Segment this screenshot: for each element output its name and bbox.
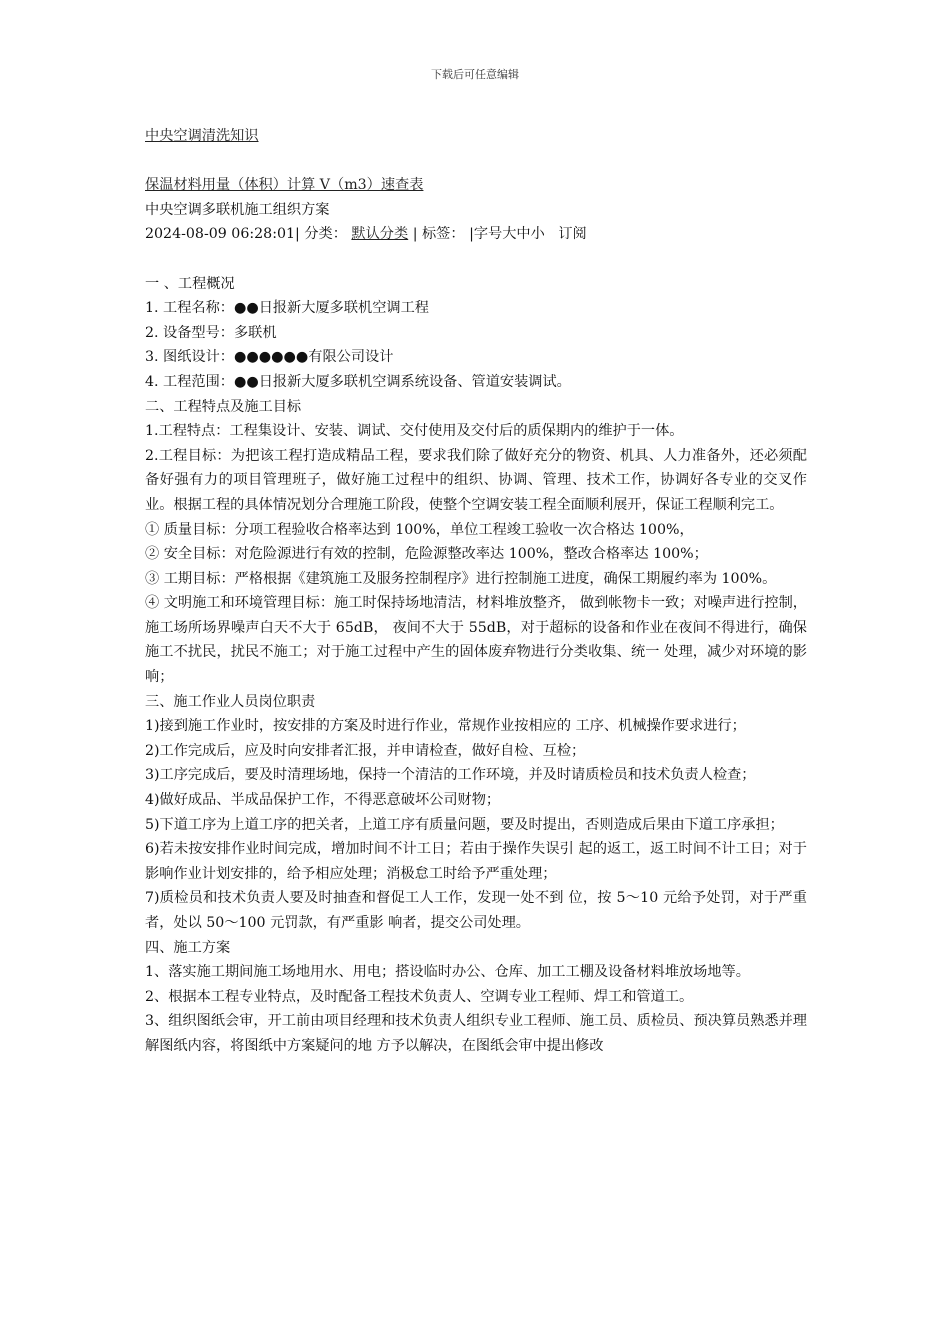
meta-tags: | 标签： bbox=[412, 226, 465, 243]
link-insulation-table[interactable]: 保温材料用量（体积）计算 V（m3）速查表 bbox=[145, 177, 424, 194]
document-body bbox=[145, 124, 807, 1059]
category-link[interactable]: 默认分类 bbox=[351, 226, 409, 243]
paragraph: 4. 工程范围：●●日报新大厦多联机空调系统设备、管道安装调试。 bbox=[145, 373, 571, 390]
paragraph: 3)工序完成后，要及时清理场地，保持一个清洁的工作环境，并及时请质检员和技术负责人检查； bbox=[145, 767, 756, 784]
paragraph: 6)若未按安排作业时间完成，增加时间不计工日；若由于操作失误引 起的返工，返工时间不计工日；对于影响作业计划安排的，给予相应处理；消极怠工时给予严重处理； bbox=[145, 841, 807, 882]
meta-category-label: 分类： bbox=[304, 226, 347, 243]
paragraph: 2. 设备型号：多联机 bbox=[145, 324, 277, 341]
paragraph: ① 质量目标：分项工程验收合格率达到 100%，单位工程竣工验收一次合格达 100%， bbox=[145, 521, 694, 538]
paragraph: 5)下道工序为上道工序的把关者，上道工序有质量问题，要及时提出，否则造成后果由下道工序承担； bbox=[145, 816, 784, 833]
section-heading: 三、施工作业人员岗位职责 bbox=[145, 693, 316, 710]
section-heading: 一 、工程概况 bbox=[145, 275, 235, 292]
paragraph: 1)接到施工作业时，按安排的方案及时进行作业，常规作业按相应的 工序、机械操作要求进行； bbox=[145, 718, 746, 735]
paragraph: 1、落实施工期间施工场地用水、用电；搭设临时办公、仓库、加工工棚及设备材料堆放场地等。 bbox=[145, 964, 750, 981]
paragraph: 3. 图纸设计：●●●●●●有限公司设计 bbox=[145, 349, 394, 366]
section-heading: 四、施工方案 bbox=[145, 939, 231, 956]
section-heading: 二、工程特点及施工目标 bbox=[145, 398, 302, 415]
paragraph: ④ 文明施工和环境管理目标：施工时保持场地清洁，材料堆放整齐， 做到帐物卡一致；对噪声进行控制，施工场所场界噪声白天不大于 65dB， 夜间不大于 55dB，对于超标的设备和作业在夜间不得进行，确保施工不扰民，扰民不施工；对于施工过程中产生的固体废弃物进行分类收集、统一 处理，减少对环境的影响； bbox=[145, 595, 807, 686]
paragraph: 2、根据本工程专业特点，及时配备工程技术负责人、空调专业工程师、焊工和管道工。 bbox=[145, 988, 694, 1005]
paragraph: 7)质检员和技术负责人要及时抽查和督促工人工作，发现一处不到 位，按 5～10 元给予处罚，对于严重者，处以 50～100 元罚款，有严重影 响者，提交公司处理。 bbox=[145, 890, 807, 931]
paragraph: 2)工作完成后，应及时向安排者汇报，并申请检查，做好自检、互检； bbox=[145, 742, 586, 759]
link-ac-cleaning[interactable]: 中央空调清洗知识 bbox=[145, 128, 259, 144]
spacer bbox=[145, 149, 807, 174]
meta-line bbox=[145, 222, 807, 247]
subscribe-link[interactable]: 订阅 bbox=[558, 226, 587, 243]
paragraph: 1. 工程名称：●●日报新大厦多联机空调工程 bbox=[145, 300, 429, 317]
paragraph: 2.工程目标：为把该工程打造成精品工程，要求我们除了做好充分的物资、机具、人力准备外，还必须配备好强有力的项目管理班子，做好施工过程中的组织、协调、管理、技术工作，协调好各专业的交叉作业。根据工程的具体情况划分合理施工阶段，使整个空调安装工程全面顺利展开，保证工程顺利完工。 bbox=[145, 447, 807, 513]
paragraph: 3、组织图纸会审，开工前由项目经理和技术负责人组织专业工程师、施工员、质检员、预决算员熟悉并理解图纸内容，将图纸中方案疑问的地 方予以解决，在图纸会审中提出修改 bbox=[145, 1013, 807, 1054]
spacer bbox=[145, 247, 807, 272]
font-size-selector[interactable]: |字号大中小 bbox=[469, 226, 545, 243]
paragraph: 4)做好成品、半成品保护工作，不得恶意破坏公司财物； bbox=[145, 792, 501, 809]
page-header: 下载后可任意编辑 bbox=[431, 68, 519, 81]
meta-datetime: 2024-08-09 06:28:01| bbox=[145, 226, 300, 243]
paragraph: ③ 工期目标：严格根据《建筑施工及服务控制程序》进行控制施工进度，确保工期履约率为 100%。 bbox=[145, 570, 777, 587]
paragraph: ② 安全目标：对危险源进行有效的控制，危险源整改率达 100%，整改合格率达 100%； bbox=[145, 546, 708, 563]
paragraph: 1.工程特点：工程集设计、安装、调试、交付使用及交付后的质保期内的维护于一体。 bbox=[145, 423, 684, 440]
doc-title: 中央空调多联机施工组织方案 bbox=[145, 201, 330, 218]
